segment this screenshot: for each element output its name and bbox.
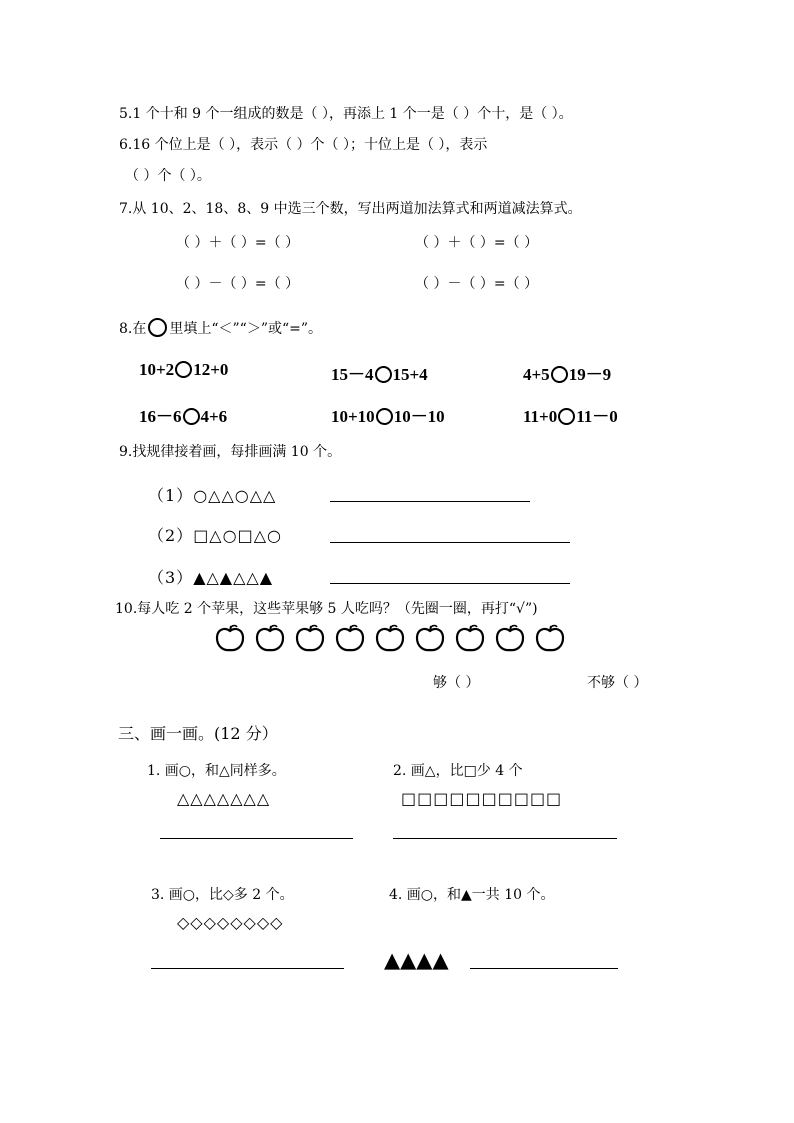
draw-question-3: 3. 画○，比◇多 2 个。 [151,887,294,903]
compare-item-5 [331,402,445,427]
draw-question-1: 1. 画○，和△同样多。 [147,763,286,779]
row-label: （2） [148,526,194,545]
answer-line[interactable] [393,838,617,839]
addition-equation-1[interactable]: （ ）＋（ ）=（ ） [176,235,300,251]
compare-item-6 [523,402,618,427]
question-10: 10.每人吃 2 个苹果，这些苹果够 5 人吃吗？（先圈一圈，再打“√”) [115,601,538,617]
answer-circle[interactable] [551,366,568,383]
compare-item-4 [139,402,227,427]
apple-icon[interactable] [335,624,365,652]
answer-line[interactable] [160,838,353,839]
compare-right: 19－9 [568,365,612,384]
compare-item-2 [331,360,428,385]
answer-line[interactable] [330,583,570,584]
question-7: 7.从 10、2、18、8、9 中选三个数，写出两道加法算式和两道减法算式。 [119,201,582,217]
subtraction-equation-1[interactable]: （ ）－（ ）=（ ） [176,276,300,292]
apple-icon[interactable] [495,624,525,652]
draw-question-4: 4. 画○，和▲一共 10 个。 [389,887,555,903]
apple-icon[interactable] [215,624,245,652]
answer-circle[interactable] [375,366,392,383]
apple-icon[interactable] [295,624,325,652]
apple-icon[interactable] [415,624,445,652]
answer-circle[interactable] [183,408,200,425]
apple-icon[interactable] [255,624,285,652]
compare-right: 10－10 [393,407,445,426]
answer-circle[interactable] [175,361,192,378]
filled-triangle-shapes: ▲▲▲▲ [384,948,449,972]
apple-row [215,624,565,652]
answer-circle[interactable] [558,408,575,425]
circle-icon [148,318,167,337]
question-5: 5.1 个十和 9 个一组成的数是（ ），再添上 1 个一是（ ）个十，是（ ）。 [119,106,573,122]
compare-right: 15+4 [392,365,428,384]
apple-icon[interactable] [535,624,565,652]
compare-left: 10+10 [331,407,375,426]
subtraction-equation-2[interactable]: （ ）－（ ）=（ ） [415,276,539,292]
triangle-shapes: △△△△△△△ [177,789,271,808]
pattern-row-1 [148,483,276,506]
question-8-suffix: 里填上“＜”“＞”或“=”。 [169,321,323,337]
compare-left: 4+5 [523,365,550,384]
row-label: （3） [148,568,194,587]
section-3-title: 三、画一画。(12 分） [118,724,278,743]
apple-icon[interactable] [455,624,485,652]
enough-option[interactable]: 够（ ） [433,675,480,691]
answer-line[interactable] [330,542,570,543]
question-6-line1: 6.16 个位上是（ ），表示（ ）个（ ）；十位上是（ ），表示 [119,137,488,153]
apple-icon[interactable] [375,624,405,652]
question-8-prefix: 8.在 [119,321,147,337]
addition-equation-2[interactable]: （ ）＋（ ）=（ ） [415,235,539,251]
pattern-row-2 [148,523,282,546]
square-shapes: □□□□□□□□□□ [401,789,563,808]
pattern-shapes: ▲△▲△△▲ [193,568,274,587]
question-8 [119,318,322,338]
answer-line[interactable] [470,968,618,969]
answer-line[interactable] [330,501,530,502]
answer-line[interactable] [151,968,344,969]
diamond-shapes: ◇◇◇◇◇◇◇◇ [177,913,284,932]
question-9: 9.找规律接着画，每排画满 10 个。 [119,444,342,460]
not-enough-option[interactable]: 不够（ ） [587,675,648,691]
compare-left: 10+2 [139,360,175,379]
compare-left: 15－4 [331,365,374,384]
compare-right: 11－0 [576,407,618,426]
answer-circle[interactable] [376,408,393,425]
compare-right: 4+6 [200,407,228,426]
draw-question-2: 2. 画△，比□少 4 个 [393,763,523,779]
question-6-line2: （ ）个（ ）。 [125,168,211,184]
pattern-shapes: □△○□△○ [193,526,282,545]
compare-right: 12+0 [193,360,229,379]
compare-left: 16－6 [139,407,182,426]
compare-item-3 [523,360,611,385]
row-label: （1） [148,486,194,505]
compare-item-1 [139,360,228,380]
pattern-shapes: ○△△○△△ [193,486,277,505]
pattern-row-3 [148,565,273,588]
compare-left: 11+0 [523,407,558,426]
